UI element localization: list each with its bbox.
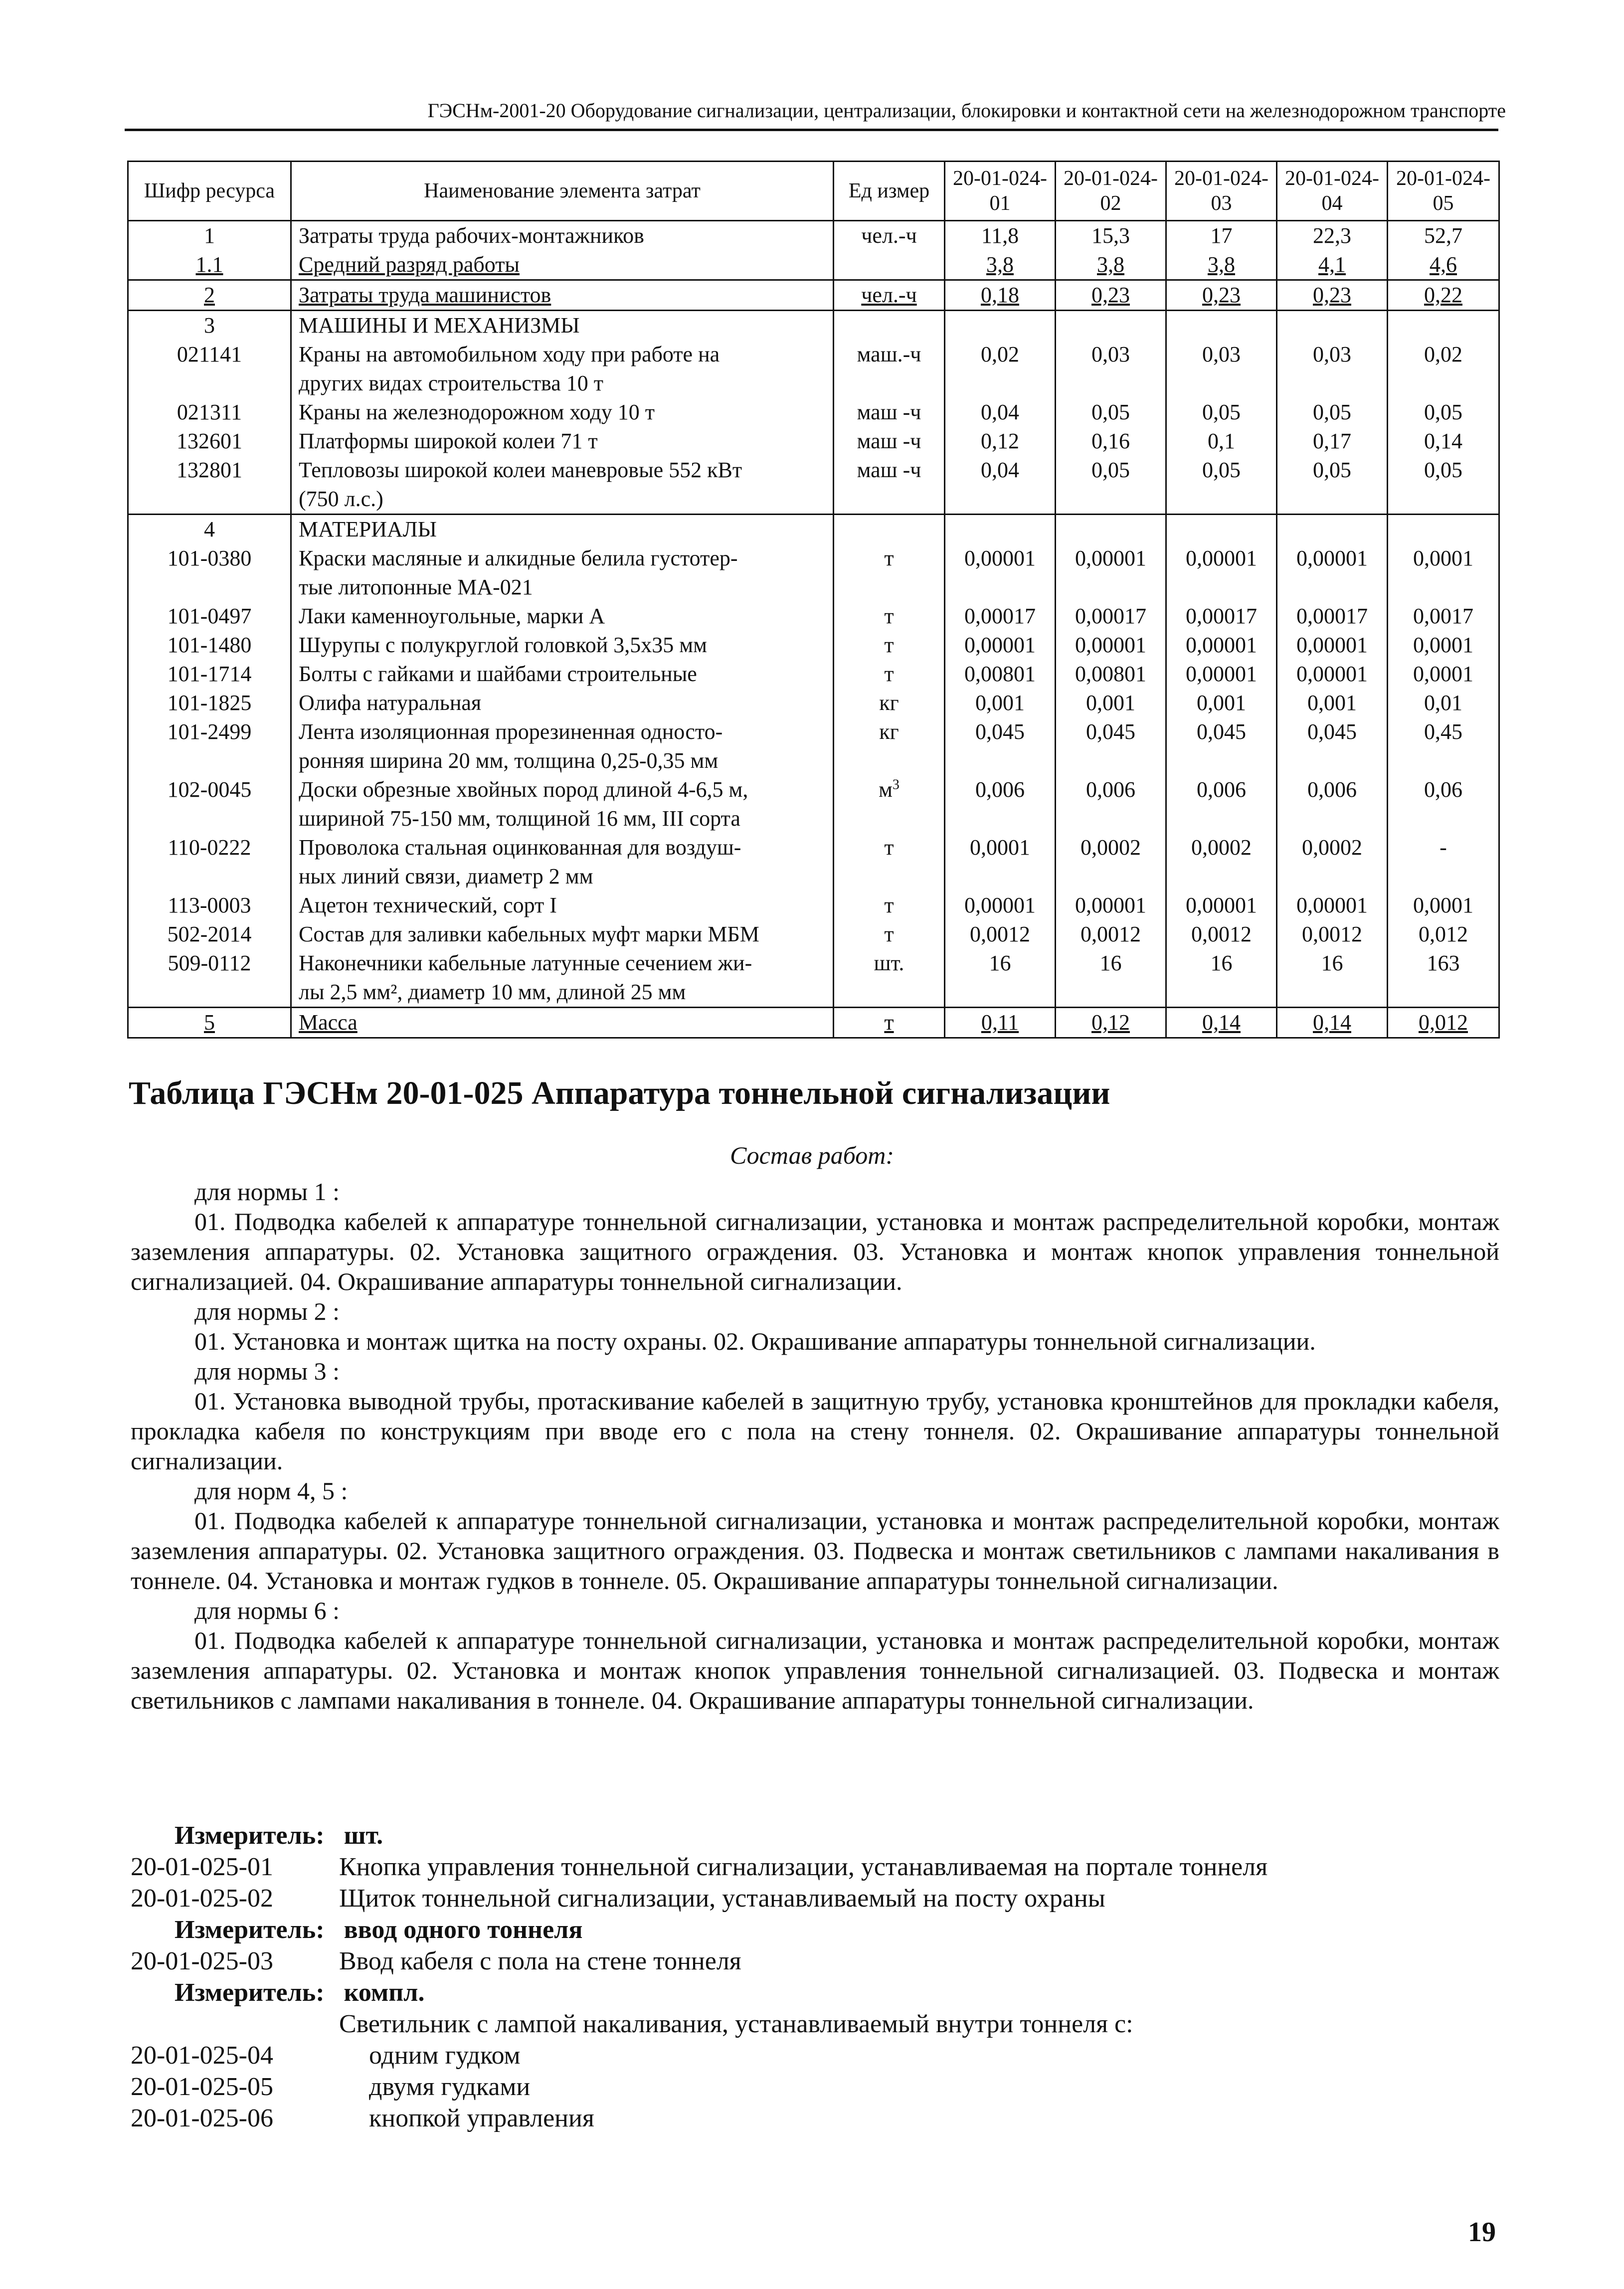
value-cell: 11,8 <box>945 221 1056 251</box>
resource-code: 132801 <box>128 456 291 515</box>
resource-name-line: Болты с гайками и шайбами строительные <box>299 662 697 686</box>
value-cell: 0,00801 <box>945 660 1056 689</box>
resource-name-line: Лаки каменноугольные, марки А <box>299 604 605 628</box>
composition-title: Состав работ: <box>729 1141 895 1169</box>
unit-cell <box>834 340 945 398</box>
value-cell: 0,00017 <box>945 602 1056 631</box>
meter-label: Измеритель: компл. <box>175 1978 425 2007</box>
value-cell: 0,12 <box>945 427 1056 456</box>
unit-cell <box>834 544 945 602</box>
unit: маш -ч <box>857 458 921 482</box>
table-row <box>128 515 1499 544</box>
resource-name-line: Краны на автомобильном ходу при работе на <box>299 342 720 366</box>
value-cell: - <box>1388 833 1499 891</box>
norm-title: Щиток тоннельной сигнализации, устанавливаемый на посту охраны <box>339 1884 1105 1913</box>
table-row <box>128 311 1499 341</box>
table-row <box>128 340 1499 398</box>
value-cell: 0,0002 <box>1166 833 1277 891</box>
value-cell: 0,05 <box>1056 456 1166 515</box>
table-row <box>128 1008 1499 1038</box>
value-cell: 0,05 <box>1166 456 1277 515</box>
value-cell <box>1388 515 1499 544</box>
value-cell: 0,0012 <box>1166 920 1277 949</box>
value-cell: 0,05 <box>1277 398 1388 427</box>
resource-table <box>127 161 1498 1039</box>
value-cell: 22,3 <box>1277 221 1388 251</box>
resource-code: 021141 <box>128 340 291 398</box>
unit: маш -ч <box>857 429 921 453</box>
resource-name-line: Платформы широкой колеи 71 т <box>299 429 598 453</box>
resource-name-line: Затраты труда машинистов <box>299 283 551 307</box>
norm-title: двумя гудками <box>369 2073 531 2101</box>
value-cell: 0,0001 <box>1388 631 1499 660</box>
unit-cell <box>834 717 945 775</box>
value-cell: 0,23 <box>1056 280 1166 311</box>
norm-item <box>131 1883 1499 1914</box>
value-cell: 0,03 <box>1166 340 1277 398</box>
header-rule <box>125 129 1498 131</box>
resource-code: 101-1480 <box>128 631 291 660</box>
column-header: Наименование элемента затрат <box>291 162 834 221</box>
table-header-row <box>128 162 1499 221</box>
resource-name-line: Доски обрезные хвойных пород длиной 4-6,5 м, <box>299 777 748 802</box>
value-cell: 0,00001 <box>1277 660 1388 689</box>
unit: чел.-ч <box>861 223 917 248</box>
value-cell: 0,01 <box>1388 689 1499 717</box>
table-row <box>128 398 1499 427</box>
value-cell: 52,7 <box>1388 221 1499 251</box>
value-cell: 0,03 <box>1056 340 1166 398</box>
resource-name <box>291 717 834 775</box>
resource-name <box>291 340 834 398</box>
resource-name <box>291 311 834 341</box>
norm-paragraph: 01. Установка и монтаж щитка на посту охраны. 02. Окрашивание аппаратуры тоннельной сигнализации. <box>194 1327 1316 1355</box>
unit-cell <box>834 602 945 631</box>
table-row <box>128 221 1499 251</box>
value-cell: 0,1 <box>1166 427 1277 456</box>
resource-name-line: Средний разряд работы <box>299 252 520 277</box>
resource-code: 101-1714 <box>128 660 291 689</box>
resource-code: 509-0112 <box>128 949 291 1008</box>
table-row <box>128 775 1499 833</box>
value-cell: 0,00001 <box>1277 891 1388 920</box>
value-cell: 0,001 <box>945 689 1056 717</box>
value-cell: 0,18 <box>945 280 1056 311</box>
unit-cell <box>834 456 945 515</box>
table-row <box>128 250 1499 280</box>
resource-name <box>291 602 834 631</box>
column-header: Ед измер <box>834 162 945 221</box>
value-cell: 0,06 <box>1388 775 1499 833</box>
norm-code: 20-01-025-02 <box>131 1884 273 1913</box>
resource-name <box>291 631 834 660</box>
value-cell: 0,0002 <box>1277 833 1388 891</box>
section-title: Таблица ГЭСНм 20-01-025 Аппаратура тоннельной сигнализации <box>129 1075 1110 1111</box>
value-cell: 16 <box>1166 949 1277 1008</box>
resource-name <box>291 250 834 280</box>
value-cell: 0,05 <box>1166 398 1277 427</box>
norm-code: 20-01-025-04 <box>131 2041 273 2070</box>
value-cell: 16 <box>1277 949 1388 1008</box>
resource-name <box>291 515 834 544</box>
value-cell <box>945 515 1056 544</box>
unit: кг <box>879 719 899 744</box>
resource-code: 3 <box>128 311 291 341</box>
resource-name <box>291 280 834 311</box>
composition-text <box>131 1177 1499 1715</box>
value-cell: 17 <box>1166 221 1277 251</box>
value-cell: 0,00001 <box>1056 544 1166 602</box>
unit: чел.-ч <box>861 283 917 307</box>
norm-item <box>131 1851 1499 1883</box>
resource-name-line: шириной 75-150 мм, толщиной 16 мм, III сорта <box>299 806 740 831</box>
unit-cell <box>834 775 945 833</box>
value-cell: 0,00017 <box>1277 602 1388 631</box>
resource-name <box>291 891 834 920</box>
unit: т <box>884 835 894 860</box>
resource-name <box>291 660 834 689</box>
value-cell: 4,1 <box>1277 250 1388 280</box>
resource-name <box>291 689 834 717</box>
value-cell: 0,00001 <box>1056 631 1166 660</box>
unit-cell <box>834 949 945 1008</box>
resource-code: 502-2014 <box>128 920 291 949</box>
value-cell: 0,05 <box>1388 398 1499 427</box>
value-cell: 0,00001 <box>945 891 1056 920</box>
norm-item <box>131 2071 1499 2103</box>
table-row <box>128 949 1499 1008</box>
value-cell: 15,3 <box>1056 221 1166 251</box>
resource-name-line: Олифа натуральная <box>299 691 482 715</box>
norm-code: 20-01-025-01 <box>131 1853 273 1881</box>
value-cell: 0,0001 <box>1388 660 1499 689</box>
resource-name-line: Затраты труда рабочих-монтажников <box>299 223 644 248</box>
value-cell: 0,006 <box>1056 775 1166 833</box>
table-row <box>128 427 1499 456</box>
resource-name-line: Шурупы с полукруглой головкой 3,5х35 мм <box>299 633 707 657</box>
norm-label: для нормы 1 : <box>194 1178 340 1206</box>
resource-name-line: ронняя ширина 20 мм, толщина 0,25-0,35 мм <box>299 748 719 773</box>
value-cell: 0,012 <box>1388 920 1499 949</box>
resource-code: 021311 <box>128 398 291 427</box>
unit-cell <box>834 891 945 920</box>
norm-label: для норм 4, 5 : <box>194 1477 348 1505</box>
norm-title: Кнопка управления тоннельной сигнализации, устанавливаемая на портале тоннеля <box>339 1853 1268 1881</box>
value-cell: 0,001 <box>1166 689 1277 717</box>
resource-name <box>291 833 834 891</box>
table-row <box>128 602 1499 631</box>
unit-cell <box>834 398 945 427</box>
value-cell: 0,17 <box>1277 427 1388 456</box>
norm-paragraph: 01. Подводка кабелей к аппаратуре тоннельной сигнализации, установка и монтаж распределительной коробки, монтаж заземления аппаратуры. 02. Установка защитного ограждения. 03. Подвеска и монтаж светильников с лампами накаливания в тоннеле. 04. Установка и монтаж гудков в тоннеле. 05. Окрашивание аппаратуры тоннельной сигнализации. <box>131 1507 1499 1594</box>
unit-cell <box>834 689 945 717</box>
unit: т <box>884 1010 894 1035</box>
unit-cell <box>834 631 945 660</box>
value-cell: 0,03 <box>1277 340 1388 398</box>
norm-title: Ввод кабеля с пола на стене тоннеля <box>339 1947 741 1975</box>
value-cell: 0,45 <box>1388 717 1499 775</box>
unit-cell <box>834 280 945 311</box>
meter-label: Измеритель: шт. <box>175 1821 383 1850</box>
value-cell: 3,8 <box>1166 250 1277 280</box>
value-cell: 0,045 <box>1277 717 1388 775</box>
table-row <box>128 280 1499 311</box>
value-cell: 3,8 <box>1056 250 1166 280</box>
column-header: 20-01-024-05 <box>1388 162 1499 221</box>
unit: шт. <box>874 951 904 975</box>
resource-name-line: МАШИНЫ И МЕХАНИЗМЫ <box>299 313 580 338</box>
value-cell: 0,0017 <box>1388 602 1499 631</box>
value-cell: 0,14 <box>1388 427 1499 456</box>
value-cell: 0,006 <box>945 775 1056 833</box>
value-cell: 0,23 <box>1166 280 1277 311</box>
value-cell: 0,16 <box>1056 427 1166 456</box>
resource-name-line: Наконечники кабельные латунные сечением жи- <box>299 951 752 975</box>
resource-name-line: Краны на железнодорожном ходу 10 т <box>299 400 655 424</box>
resource-name <box>291 949 834 1008</box>
value-cell: 0,23 <box>1277 280 1388 311</box>
column-header: 20-01-024-01 <box>945 162 1056 221</box>
table-row <box>128 833 1499 891</box>
unit-superscript: 3 <box>892 777 900 793</box>
resource-name-line: Состав для заливки кабельных муфт марки МБМ <box>299 922 759 946</box>
value-cell: 0,001 <box>1056 689 1166 717</box>
unit: т <box>884 604 894 628</box>
value-cell <box>1277 311 1388 341</box>
table-row <box>128 891 1499 920</box>
table-row <box>128 631 1499 660</box>
value-cell: 0,02 <box>945 340 1056 398</box>
norm-label: для нормы 2 : <box>194 1297 340 1325</box>
resource-code: 132601 <box>128 427 291 456</box>
value-cell: 0,00801 <box>1056 660 1166 689</box>
value-cell: 16 <box>1056 949 1166 1008</box>
value-cell: 0,04 <box>945 398 1056 427</box>
value-cell: 0,00001 <box>945 631 1056 660</box>
unit-cell <box>834 250 945 280</box>
table-row <box>128 456 1499 515</box>
norm-item <box>131 2103 1499 2134</box>
resource-name-line: Краски масляные и алкидные белила густотер- <box>299 546 738 570</box>
resource-name <box>291 398 834 427</box>
value-cell: 3,8 <box>945 250 1056 280</box>
value-cell: 4,6 <box>1388 250 1499 280</box>
table-row <box>128 920 1499 949</box>
value-cell: 0,006 <box>1166 775 1277 833</box>
resource-name <box>291 775 834 833</box>
table-row <box>128 717 1499 775</box>
resource-code: 2 <box>128 280 291 311</box>
value-cell: 163 <box>1388 949 1499 1008</box>
resource-name-line: тые литопонные МА-021 <box>299 575 533 599</box>
value-cell: 0,04 <box>945 456 1056 515</box>
norm-label: для нормы 3 : <box>194 1357 340 1385</box>
unit-cell <box>834 221 945 251</box>
resource-code: 102-0045 <box>128 775 291 833</box>
value-cell: 0,00001 <box>1166 891 1277 920</box>
norm-code: 20-01-025-03 <box>131 1947 273 1975</box>
resource-name <box>291 544 834 602</box>
resource-code: 101-0380 <box>128 544 291 602</box>
norm-code: 20-01-025-05 <box>131 2073 273 2101</box>
meter-label: Измеритель: ввод одного тоннеля <box>175 1916 583 1944</box>
value-cell <box>945 311 1056 341</box>
column-header: 20-01-024-04 <box>1277 162 1388 221</box>
norm-label: для нормы 6 : <box>194 1596 340 1624</box>
value-cell: 0,14 <box>1277 1008 1388 1038</box>
value-cell: 0,00001 <box>1277 544 1388 602</box>
value-cell: 0,0002 <box>1056 833 1166 891</box>
value-cell <box>1056 311 1166 341</box>
unit: маш.-ч <box>857 342 921 366</box>
value-cell: 16 <box>945 949 1056 1008</box>
page-number: 19 <box>1468 2217 1496 2248</box>
value-cell: 0,0001 <box>1388 891 1499 920</box>
value-cell: 0,05 <box>1056 398 1166 427</box>
unit-cell <box>834 1008 945 1038</box>
column-header: 20-01-024-03 <box>1166 162 1277 221</box>
norm-paragraph: 01. Подводка кабелей к аппаратуре тоннельной сигнализации, установка и монтаж распределительной коробки, монтаж заземления аппаратуры. 02. Установка защитного ограждения. 03. Установка и монтаж кнопок управления тоннельной сигнализацией. 04. Окрашивание аппаратуры тоннельной сигнализации. <box>131 1208 1499 1295</box>
value-cell: 0,0012 <box>1056 920 1166 949</box>
value-cell: 0,0012 <box>945 920 1056 949</box>
resource-code: 101-0497 <box>128 602 291 631</box>
value-cell <box>1388 311 1499 341</box>
resource-name-line: (750 л.с.) <box>299 487 383 511</box>
norm-title: одним гудком <box>369 2041 521 2070</box>
resource-name-line: Лента изоляционная прорезиненная односто- <box>299 719 723 744</box>
unit: т <box>884 546 894 570</box>
resource-name-line: ных линий связи, диаметр 2 мм <box>299 864 593 888</box>
resource-name <box>291 1008 834 1038</box>
resource-code: 101-2499 <box>128 717 291 775</box>
unit: м <box>879 777 893 802</box>
resource-code: 113-0003 <box>128 891 291 920</box>
resource-name <box>291 920 834 949</box>
norm-paragraph: 01. Установка выводной трубы, протаскивание кабелей в защитную трубу, установка кронштейнов для прокладки кабеля, прокладка кабеля по конструкциям при вводе его с пола на стену тоннеля. 02. Окрашивание аппаратуры тоннельной сигнализации. <box>131 1387 1499 1475</box>
value-cell: 0,05 <box>1388 456 1499 515</box>
value-cell: 0,0001 <box>1388 544 1499 602</box>
value-cell: 0,00001 <box>1166 660 1277 689</box>
unit: кг <box>879 691 899 715</box>
resource-code: 1.1 <box>128 250 291 280</box>
resource-name <box>291 427 834 456</box>
unit: т <box>884 662 894 686</box>
norm-title: кнопкой управления <box>369 2104 594 2132</box>
unit: т <box>884 893 894 917</box>
resource-code: 5 <box>128 1008 291 1038</box>
value-cell: 0,045 <box>945 717 1056 775</box>
resource-code: 101-1825 <box>128 689 291 717</box>
resource-name-line: Масса <box>299 1010 358 1035</box>
unit: т <box>884 633 894 657</box>
value-cell: 0,11 <box>945 1008 1056 1038</box>
norm-code: 20-01-025-06 <box>131 2104 273 2132</box>
norm-group-title: Светильник с лампой накаливания, устанавливаемый внутри тоннеля с: <box>339 2010 1133 2038</box>
resource-name-line: МАТЕРИАЛЫ <box>299 517 437 541</box>
unit-cell <box>834 515 945 544</box>
value-cell <box>1166 515 1277 544</box>
value-cell: 0,12 <box>1056 1008 1166 1038</box>
value-cell <box>1277 515 1388 544</box>
meter-list <box>131 1820 1499 2134</box>
resource-name-line: Проволока стальная оцинкованная для воздуш- <box>299 835 741 860</box>
unit-cell <box>834 833 945 891</box>
value-cell <box>1166 311 1277 341</box>
value-cell: 0,02 <box>1388 340 1499 398</box>
table-row <box>128 660 1499 689</box>
value-cell: 0,0012 <box>1277 920 1388 949</box>
unit: маш -ч <box>857 400 921 424</box>
column-header: 20-01-024-02 <box>1056 162 1166 221</box>
unit-cell <box>834 427 945 456</box>
resource-name-line: Ацетон технический, сорт I <box>299 893 557 917</box>
resource-code: 1 <box>128 221 291 251</box>
value-cell: 0,00001 <box>1056 891 1166 920</box>
norm-item <box>131 1945 1499 1977</box>
table-row <box>128 544 1499 602</box>
value-cell: 0,05 <box>1277 456 1388 515</box>
value-cell: 0,22 <box>1388 280 1499 311</box>
norm-paragraph: 01. Подводка кабелей к аппаратуре тоннельной сигнализации, установка и монтаж распределительной коробки, монтаж заземления аппаратуры. 02. Установка и монтаж кнопок управления тоннельной сигнализацией. 03. Подвеска и монтаж светильников с лампами накаливания в тоннеле. 04. Окрашивание аппаратуры тоннельной сигнализации. <box>131 1626 1499 1714</box>
table-row <box>128 689 1499 717</box>
unit: т <box>884 922 894 946</box>
column-header: Шифр ресурса <box>128 162 291 221</box>
resource-name-line: других видах строительства 10 т <box>299 371 603 395</box>
value-cell <box>1056 515 1166 544</box>
value-cell: 0,00001 <box>1277 631 1388 660</box>
value-cell: 0,14 <box>1166 1008 1277 1038</box>
unit-cell <box>834 311 945 341</box>
value-cell: 0,0001 <box>945 833 1056 891</box>
value-cell: 0,012 <box>1388 1008 1499 1038</box>
resource-name-line: лы 2,5 мм², диаметр 10 мм, длиной 25 мм <box>299 980 686 1004</box>
value-cell: 0,045 <box>1166 717 1277 775</box>
unit-cell <box>834 920 945 949</box>
resource-table-grid <box>127 161 1500 1039</box>
value-cell: 0,006 <box>1277 775 1388 833</box>
value-cell: 0,00001 <box>945 544 1056 602</box>
resource-name-line: Тепловозы широкой колеи маневровые 552 кВт <box>299 458 742 482</box>
resource-name <box>291 456 834 515</box>
resource-code: 110-0222 <box>128 833 291 891</box>
resource-code: 4 <box>128 515 291 544</box>
blank-code <box>131 2008 339 2040</box>
running-header: ГЭСНм-2001-20 Оборудование сигнализации, централизации, блокировки и контактной сети на железнодорожном транспорте <box>427 99 1506 122</box>
value-cell: 0,00001 <box>1166 631 1277 660</box>
value-cell: 0,00017 <box>1166 602 1277 631</box>
value-cell: 0,045 <box>1056 717 1166 775</box>
unit-cell <box>834 660 945 689</box>
norm-item <box>131 2040 1499 2071</box>
value-cell: 0,001 <box>1277 689 1388 717</box>
value-cell: 0,00017 <box>1056 602 1166 631</box>
value-cell: 0,00001 <box>1166 544 1277 602</box>
resource-name <box>291 221 834 251</box>
